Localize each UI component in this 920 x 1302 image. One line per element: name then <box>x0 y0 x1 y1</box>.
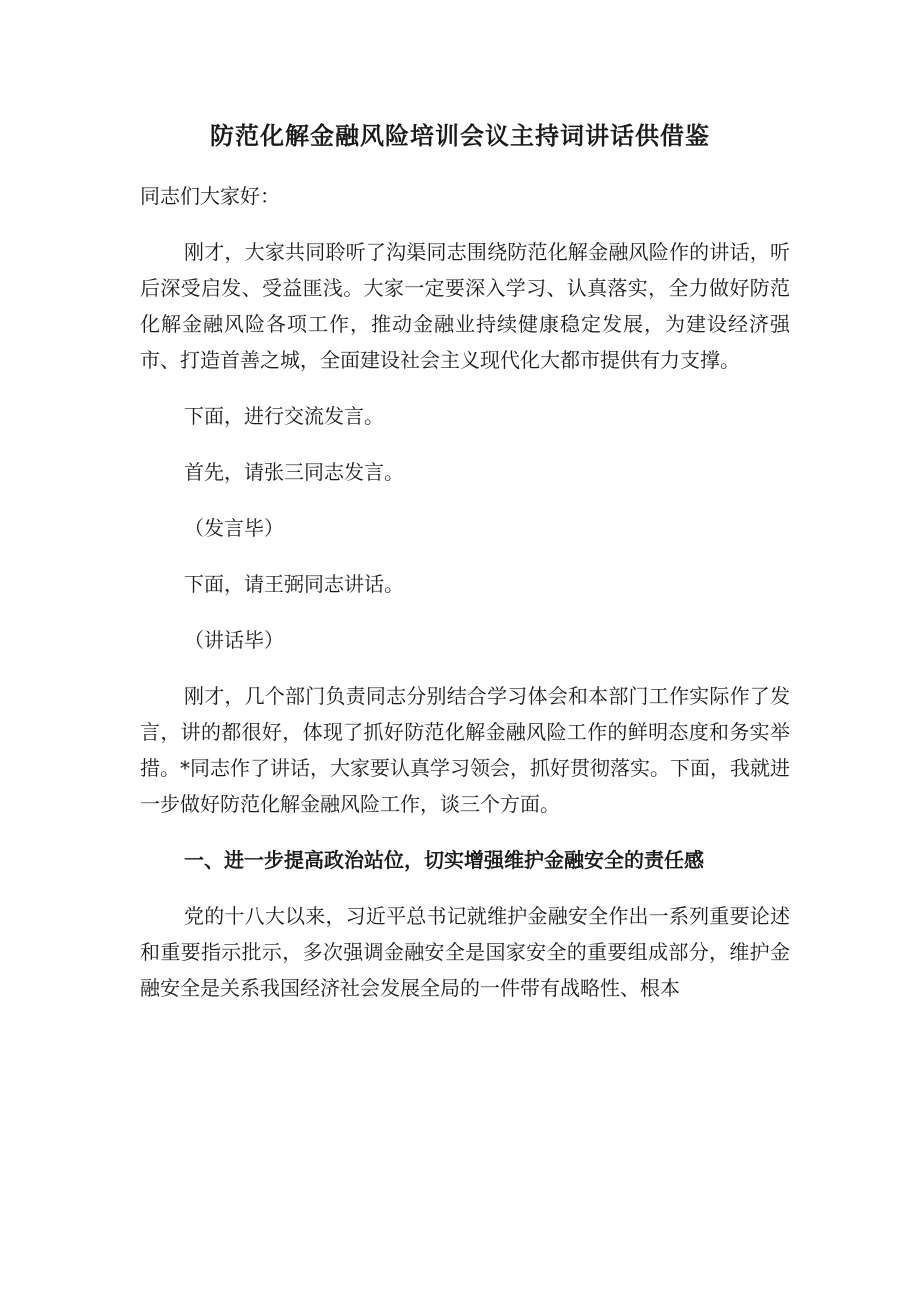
paragraph-next-speaker: 下面，请王弼同志讲话。 <box>184 572 404 596</box>
paragraph-speech-end: （发言毕） <box>184 516 284 540</box>
document-body <box>140 178 790 1006</box>
document-title: 防范化解金融风险培训会议主持词讲话供借鉴 <box>210 121 710 150</box>
greeting: 同志们大家好： <box>140 184 280 208</box>
paragraph-first-speaker: 首先，请张三同志发言。 <box>184 460 404 484</box>
section-heading: 一、进一步提高政治站位，切实增强维护金融安全的责任感 <box>184 848 704 872</box>
paragraph-exchange: 下面，进行交流发言。 <box>184 404 384 428</box>
paragraph-opening: 刚才，大家共同聆听了沟渠同志围绕防范化解金融风险作的讲话，听后深受启发、受益匪浅。大家一定要深入学习、认真落实，全力做好防范化解金融风险各项工作，推动金融业持续健康稳定发展，为建设经济强市、打造首善之城，全面建设社会主义现代化大都市提供有力支撑。 <box>140 240 790 372</box>
paragraph-section-body: 党的十八大以来，习近平总书记就维护金融安全作出一系列重要论述和重要指示批示，多次强调金融安全是国家安全的重要组成部分，维护金融安全是关系我国经济社会发展全局的一件带有战略性、根本 <box>140 904 790 1000</box>
paragraph-summary: 刚才，几个部门负责同志分别结合学习体会和本部门工作实际作了发言，讲的都很好，体现了抓好防范化解金融风险工作的鲜明态度和务实举措。*同志作了讲话，大家要认真学习领会，抓好贯彻落实。下面，我就进一步做好防范化解金融风险工作，谈三个方面。 <box>140 684 790 816</box>
paragraph-talk-end: （讲话毕） <box>184 628 284 652</box>
